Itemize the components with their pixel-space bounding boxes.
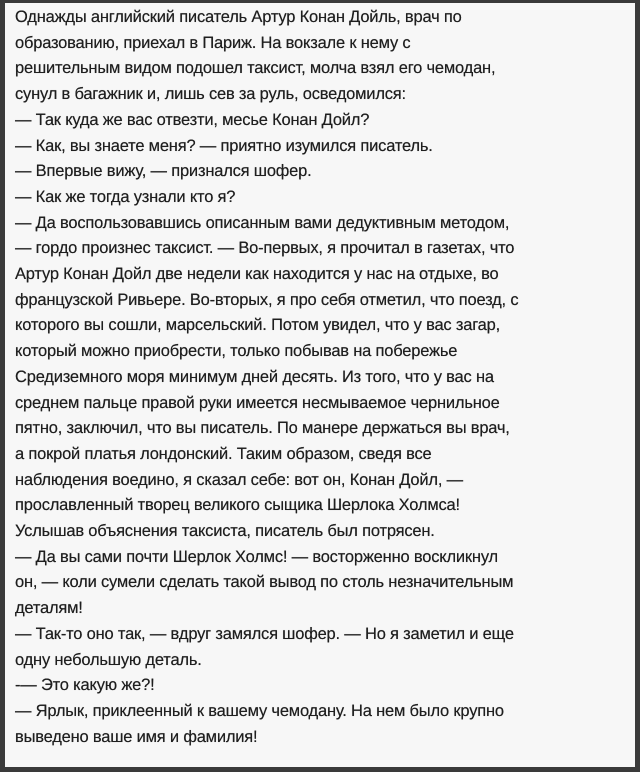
text-line: — Да вы сами почти Шерлок Холмс! — восторженно воскликнул [15, 547, 498, 566]
text-line: Артур Конан Дойл две недели как находится у нас на отдыхе, во [15, 265, 499, 284]
text-line: которого вы сошли, марсельский. Потом увидел, что у вас загар, [15, 316, 501, 335]
text-line: сунул в багажник и, лишь сев за руль, осведомился: [15, 85, 406, 104]
text-line: деталям! [15, 599, 83, 618]
text-line: — Впервые вижу, — признался шофер. [15, 162, 312, 181]
text-line: — Да воспользовавшись описанным вами дедуктивным методом, [15, 213, 510, 232]
text-line: — Как же тогда узнали кто я? [15, 187, 236, 206]
text-line: который можно приобрести, только побывав на побережье [15, 342, 458, 361]
text-line: — Так куда же вас отвезти, месье Конан Дойл? [15, 110, 370, 129]
text-line: Однажды английский писатель Артур Конан Дойль, врач по [15, 8, 462, 26]
text-line: а покрой платья лондонский. Таким образом, сведя все [15, 444, 432, 463]
story-page [5, 3, 635, 767]
text-line: наблюдения воедино, я сказал себе: вот он, Конан Дойл, — [15, 470, 463, 489]
text-line: образованию, приехал в Париж. На вокзале к нему с [15, 33, 411, 52]
text-line: -— Это какую же?! [15, 676, 155, 695]
text-line: Услышав объяснения таксиста, писатель был потрясен. [15, 522, 435, 541]
text-line: Средиземного моря минимум дней десять. Из того, что у вас на [15, 367, 494, 386]
text-line: французской Ривьере. Во-вторых, я про себя отметил, что поезд, с [15, 290, 519, 309]
text-line: прославленный творец великого сыщика Шерлока Холмса! [15, 496, 460, 515]
text-line: — Как, вы знаете меня? — приятно изумился писатель. [15, 136, 433, 155]
text-line: среднем пальце правой руки имеется несмываемое чернильное [15, 393, 500, 412]
text-line: — гордо произнес таксист. — Во-первых, я прочитал в газетах, что [15, 239, 515, 258]
text-line: он, — коли сумели сделать такой вывод по столь незначительным [15, 573, 514, 592]
text-line: — Так-то оно так, — вдруг замялся шофер. — Но я заметил и еще [15, 624, 514, 643]
text-line: одну небольшую деталь. [15, 650, 202, 669]
text-line: пятно, заключил, что вы писатель. По манере держаться вы врач, [15, 419, 510, 438]
text-line: выведено ваше имя и фамилия! [15, 727, 258, 746]
text-line: решительным видом подошел таксист, молча взял его чемодан, [15, 59, 496, 78]
text-line: — Ярлык, приклеенный к вашему чемодану. На нем было крупно [15, 701, 504, 720]
